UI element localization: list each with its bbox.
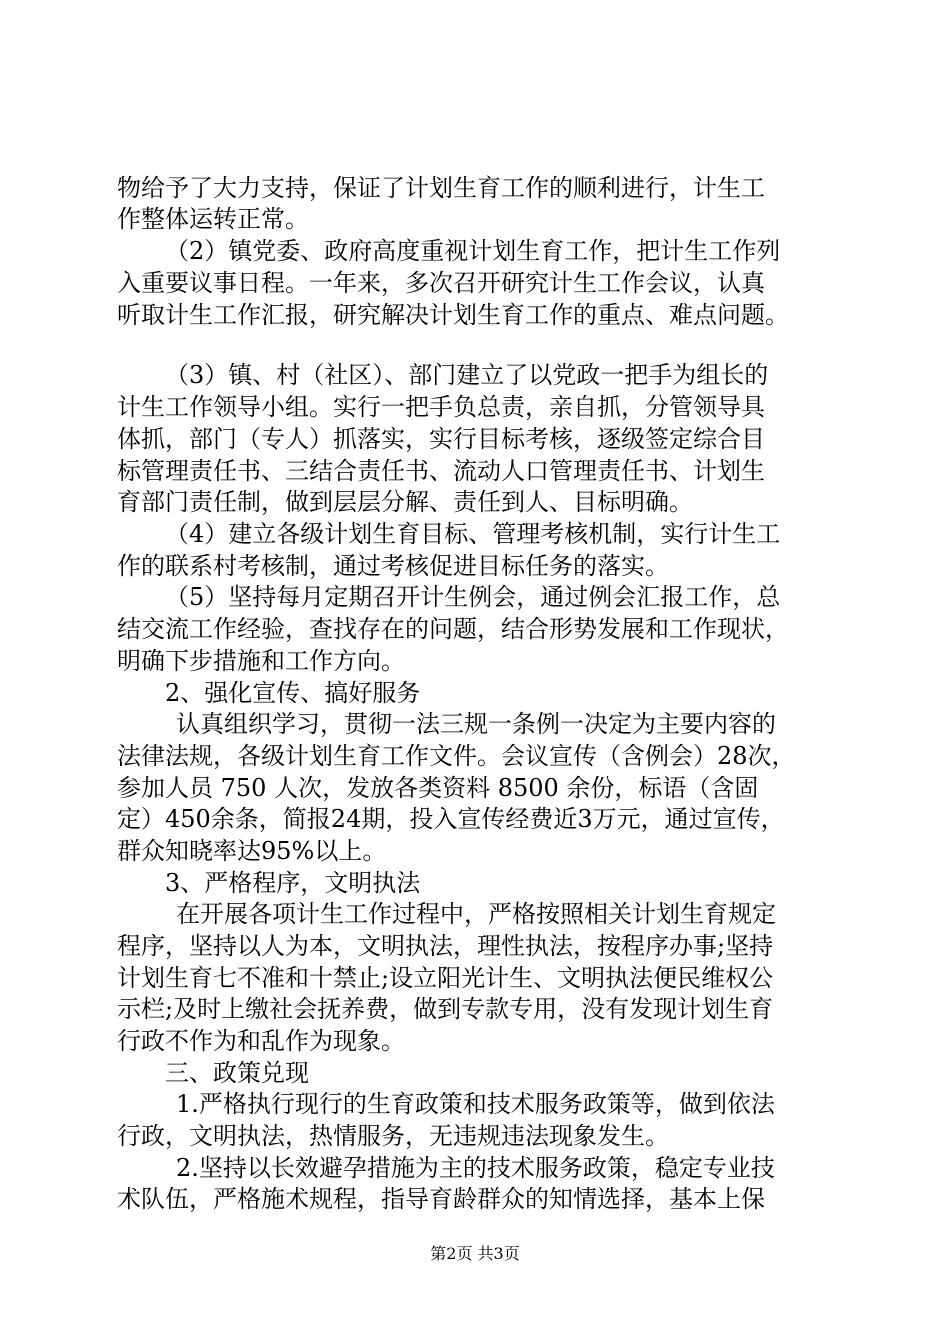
text-line: 认真组织学习，贯彻一法三规一条例一决定为主要内容的	[176, 710, 776, 738]
text-line: 作的联系村考核制，通过考核促进目标任务的落实。	[117, 552, 669, 580]
text-line: 标管理责任书、三结合责任书、流动人口管理责任书、计划生	[117, 457, 765, 485]
section-heading: 三、政策兑现	[165, 1059, 309, 1087]
text-line: 行政不作为和乱作为现象。	[117, 1027, 405, 1055]
text-line: 计生工作领导小组。实行一把手负总责，亲自抓，分管领导具	[117, 393, 765, 421]
section-heading: 3、严格程序，文明执法	[165, 869, 421, 897]
text-line: 育部门责任制，做到层层分解、责任到人、目标明确。	[117, 488, 693, 516]
text-line: 物给予了大力支持，保证了计划生育工作的顺利进行，计生工	[117, 174, 765, 202]
text-line: 法律法规，各级计划生育工作文件。会议宣传（含例会）28次，	[117, 742, 796, 770]
text-line: 程序，坚持以人为本，文明执法，理性执法，按程序办事;坚持	[117, 932, 774, 960]
text-line: 计划生育七不准和十禁止;设立阳光计生、文明执法便民维权公	[117, 964, 774, 992]
text-line: （3）镇、村（社区）、部门建立了以党政一把手为组长的	[165, 361, 769, 389]
text-line: 1.严格执行现行的生育政策和技术服务政策等，做到依法	[176, 1090, 775, 1118]
text-line: 术队伍，严格施术规程，指导育龄群众的知情选择，基本上保	[117, 1185, 765, 1213]
text-line: 在开展各项计生工作过程中，严格按照相关计划生育规定	[176, 900, 776, 928]
text-line: 示栏;及时上缴社会抚养费，做到专款专用，没有发现计划生育	[117, 995, 774, 1023]
section-heading: 2、强化宣传、搞好服务	[165, 679, 421, 707]
text-line: 参加人员 750 人次，发放各类资料 8500 余份，标语（含固	[117, 774, 759, 802]
page-footer: 第2页 共3页	[430, 1244, 520, 1263]
text-line: （2）镇党委、政府高度重视计划生育工作，把计生工作列	[165, 237, 781, 265]
text-line: 听取计生工作汇报，研究解决计划生育工作的重点、难点问题。	[117, 301, 789, 329]
text-line: 入重要议事日程。一年来，多次召开研究计生工作会议，认真	[117, 269, 765, 297]
text-line: 明确下步措施和工作方向。	[117, 647, 405, 675]
text-line: 行政，文明执法，热情服务，无违规违法现象发生。	[117, 1122, 669, 1150]
text-line: （4）建立各级计划生育目标、管理考核机制，实行计生工	[165, 520, 781, 548]
text-line: 结交流工作经验，查找存在的问题，结合形势发展和工作现状，	[117, 615, 789, 643]
text-line: 群众知晓率达95%以上。	[117, 837, 387, 865]
text-line: 2.坚持以长效避孕措施为主的技术服务政策，稳定专业技	[176, 1154, 775, 1182]
text-line: （5）坚持每月定期召开计生例会，通过例会汇报工作，总	[165, 583, 781, 611]
text-line: 作整体运转正常。	[117, 205, 309, 233]
text-line: 体抓，部门（专人）抓落实，实行目标考核，逐级签定综合目	[117, 425, 765, 453]
text-line: 定）450余条，简报24期，投入宣传经费近3万元，通过宣传，	[117, 805, 785, 833]
